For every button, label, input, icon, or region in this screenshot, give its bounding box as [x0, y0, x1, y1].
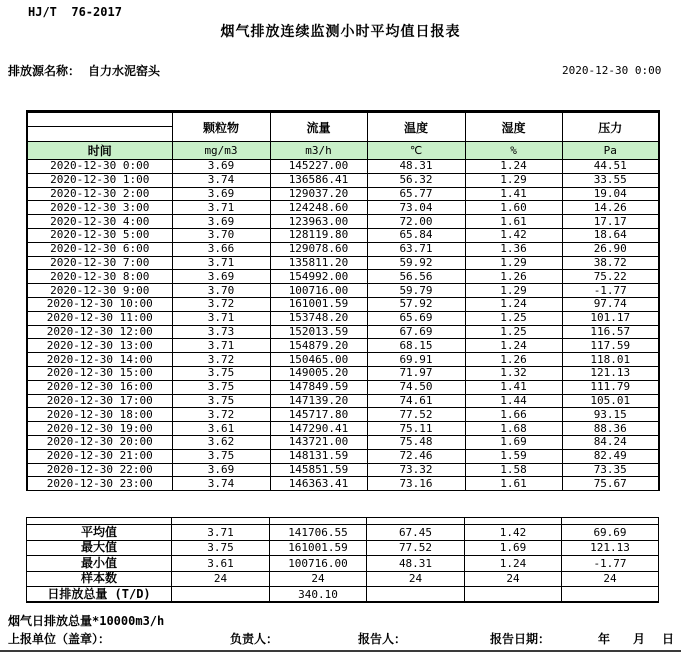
table-row — [27, 187, 659, 201]
value-cell: 57.92 — [367, 297, 465, 311]
value-cell: 154879.20 — [270, 339, 367, 353]
summary-value-cell: 24 — [465, 571, 562, 587]
summary-row — [27, 587, 659, 603]
column-unit: m3/h — [270, 142, 367, 160]
value-cell: 3.69 — [172, 270, 270, 284]
table-row — [27, 463, 659, 477]
value-cell: 3.70 — [172, 228, 270, 242]
column-header: 温度 — [367, 112, 465, 142]
value-cell: 56.32 — [367, 173, 465, 187]
value-cell: 3.72 — [172, 353, 270, 367]
value-cell: 3.71 — [172, 311, 270, 325]
value-cell: 38.72 — [562, 256, 659, 270]
value-cell: 3.75 — [172, 380, 270, 394]
value-cell: 3.70 — [172, 284, 270, 298]
summary-label: 最小值 — [27, 556, 172, 572]
time-cell: 2020-12-30 1:00 — [27, 173, 172, 187]
summary-value-cell: 141706.55 — [270, 525, 367, 541]
empty-cell — [172, 518, 270, 525]
summary-value-cell: 24 — [172, 571, 270, 587]
value-cell: 123963.00 — [270, 215, 367, 229]
emission-source-name: 自力水泥窑头 — [88, 64, 161, 78]
time-cell: 2020-12-30 3:00 — [27, 201, 172, 215]
value-cell: 1.32 — [465, 366, 562, 380]
column-unit: mg/m3 — [172, 142, 270, 160]
value-cell: 77.52 — [367, 408, 465, 422]
summary-value-cell — [172, 587, 270, 603]
value-cell: 145851.59 — [270, 463, 367, 477]
summary-row — [27, 556, 659, 572]
time-cell: 2020-12-30 8:00 — [27, 270, 172, 284]
value-cell: 75.48 — [367, 435, 465, 449]
value-cell: 72.46 — [367, 449, 465, 463]
value-cell: 100716.00 — [270, 284, 367, 298]
summary-value-cell: 48.31 — [367, 556, 465, 572]
value-cell: 3.71 — [172, 339, 270, 353]
summary-label: 最大值 — [27, 540, 172, 556]
table-row — [27, 173, 659, 187]
table-row — [27, 339, 659, 353]
value-cell: 128119.80 — [270, 228, 367, 242]
value-cell: 147290.41 — [270, 422, 367, 436]
value-cell: 1.69 — [465, 435, 562, 449]
value-cell: 3.75 — [172, 394, 270, 408]
time-cell: 2020-12-30 12:00 — [27, 325, 172, 339]
value-cell: 75.11 — [367, 422, 465, 436]
summary-label: 日排放总量 (T/D) — [27, 587, 172, 603]
summary-value-cell: 24 — [562, 571, 659, 587]
value-cell: 105.01 — [562, 394, 659, 408]
time-cell: 2020-12-30 6:00 — [27, 242, 172, 256]
value-cell: 3.62 — [172, 435, 270, 449]
value-cell: 154992.00 — [270, 270, 367, 284]
value-cell: 67.69 — [367, 325, 465, 339]
time-cell: 2020-12-30 17:00 — [27, 394, 172, 408]
value-cell: 74.50 — [367, 380, 465, 394]
value-cell: 75.67 — [562, 477, 659, 491]
value-cell: 59.79 — [367, 284, 465, 298]
value-cell: 3.74 — [172, 477, 270, 491]
value-cell: 3.73 — [172, 325, 270, 339]
table-row — [27, 422, 659, 436]
summary-value-cell: 1.42 — [465, 525, 562, 541]
value-cell: 72.00 — [367, 215, 465, 229]
summary-value-cell: 69.69 — [562, 525, 659, 541]
value-cell: 1.24 — [465, 339, 562, 353]
table-row — [27, 366, 659, 380]
value-cell: 65.84 — [367, 228, 465, 242]
value-cell: 56.56 — [367, 270, 465, 284]
empty-cell — [367, 518, 465, 525]
summary-value-cell: 77.52 — [367, 540, 465, 556]
value-cell: 161001.59 — [270, 297, 367, 311]
value-cell: 65.77 — [367, 187, 465, 201]
value-cell: 84.24 — [562, 435, 659, 449]
table-row — [27, 256, 659, 270]
summary-row — [27, 525, 659, 541]
value-cell: 3.72 — [172, 408, 270, 422]
table-row — [27, 242, 659, 256]
time-cell: 2020-12-30 11:00 — [27, 311, 172, 325]
table-row — [27, 449, 659, 463]
time-cell: 2020-12-30 22:00 — [27, 463, 172, 477]
value-cell: 116.57 — [562, 325, 659, 339]
table-row — [27, 297, 659, 311]
table-row — [27, 325, 659, 339]
summary-value-cell: 121.13 — [562, 540, 659, 556]
page-title: 烟气排放连续监测小时平均值日报表 — [220, 24, 461, 40]
value-cell: 68.15 — [367, 339, 465, 353]
value-cell: 1.24 — [465, 160, 562, 174]
value-cell: 143721.00 — [270, 435, 367, 449]
time-cell: 2020-12-30 4:00 — [27, 215, 172, 229]
signature-row — [0, 630, 681, 646]
value-cell: 135811.20 — [270, 256, 367, 270]
value-cell: 3.69 — [172, 463, 270, 477]
value-cell: 129037.20 — [270, 187, 367, 201]
value-cell: 1.36 — [465, 242, 562, 256]
time-cell: 2020-12-30 13:00 — [27, 339, 172, 353]
value-cell: 111.79 — [562, 380, 659, 394]
value-cell: 3.69 — [172, 215, 270, 229]
summary-value-cell: 24 — [367, 571, 465, 587]
value-cell: 3.74 — [172, 173, 270, 187]
value-cell: 1.44 — [465, 394, 562, 408]
summary-value-cell: 1.24 — [465, 556, 562, 572]
value-cell: 152013.59 — [270, 325, 367, 339]
value-cell: 129078.60 — [270, 242, 367, 256]
daily-total-footnote: 烟气日排放总量*10000m3/h — [8, 614, 165, 628]
value-cell: 149005.20 — [270, 366, 367, 380]
value-cell: 1.26 — [465, 353, 562, 367]
table-row — [27, 270, 659, 284]
pollutant-header-row — [27, 112, 659, 127]
summary-value-cell: 3.71 — [172, 525, 270, 541]
value-cell: 88.36 — [562, 422, 659, 436]
table-row — [27, 408, 659, 422]
time-cell: 2020-12-30 10:00 — [27, 297, 172, 311]
bottom-divider — [0, 650, 681, 652]
summary-value-cell: 3.61 — [172, 556, 270, 572]
time-cell: 2020-12-30 5:00 — [27, 228, 172, 242]
summary-row — [27, 571, 659, 587]
value-cell: 146363.41 — [270, 477, 367, 491]
empty-row — [27, 518, 659, 525]
units-header-row — [27, 142, 659, 160]
column-unit: Pa — [562, 142, 659, 160]
column-unit: ℃ — [367, 142, 465, 160]
value-cell: 18.64 — [562, 228, 659, 242]
value-cell: 1.41 — [465, 187, 562, 201]
value-cell: 147849.59 — [270, 380, 367, 394]
value-cell: 145227.00 — [270, 160, 367, 174]
value-cell: 1.25 — [465, 325, 562, 339]
value-cell: 69.91 — [367, 353, 465, 367]
time-cell: 2020-12-30 7:00 — [27, 256, 172, 270]
value-cell: 3.69 — [172, 187, 270, 201]
value-cell: 136586.41 — [270, 173, 367, 187]
time-cell: 2020-12-30 23:00 — [27, 477, 172, 491]
table-row — [27, 477, 659, 491]
time-cell: 2020-12-30 15:00 — [27, 366, 172, 380]
time-cell: 2020-12-30 14:00 — [27, 353, 172, 367]
value-cell: 19.04 — [562, 187, 659, 201]
column-header: 流量 — [270, 112, 367, 142]
value-cell: 3.69 — [172, 160, 270, 174]
time-header-split-bottom — [27, 127, 172, 142]
report-datetime: 2020-12-30 0:00 — [562, 64, 662, 77]
summary-label: 样本数 — [27, 571, 172, 587]
value-cell: 124248.60 — [270, 201, 367, 215]
reporter-label: 报告人： — [358, 632, 407, 646]
value-cell: 1.59 — [465, 449, 562, 463]
value-cell: 26.90 — [562, 242, 659, 256]
table-row — [27, 160, 659, 174]
month-label: 月 — [633, 632, 646, 646]
value-cell: 73.32 — [367, 463, 465, 477]
value-cell: 1.42 — [465, 228, 562, 242]
value-cell: 3.71 — [172, 256, 270, 270]
empty-cell — [27, 518, 172, 525]
value-cell: 3.66 — [172, 242, 270, 256]
value-cell: 59.92 — [367, 256, 465, 270]
value-cell: 48.31 — [367, 160, 465, 174]
table-row — [27, 228, 659, 242]
value-cell: 1.26 — [465, 270, 562, 284]
value-cell: 97.74 — [562, 297, 659, 311]
value-cell: 1.29 — [465, 284, 562, 298]
value-cell: 73.35 — [562, 463, 659, 477]
value-cell: 1.68 — [465, 422, 562, 436]
value-cell: 33.55 — [562, 173, 659, 187]
time-header: 时间 — [27, 142, 172, 160]
column-header: 压力 — [562, 112, 659, 142]
value-cell: 17.17 — [562, 215, 659, 229]
value-cell: 65.69 — [367, 311, 465, 325]
emission-source-label: 排放源名称： — [8, 64, 81, 78]
value-cell: 93.15 — [562, 408, 659, 422]
value-cell: 14.26 — [562, 201, 659, 215]
time-cell: 2020-12-30 21:00 — [27, 449, 172, 463]
hourly-data-table — [26, 110, 660, 491]
value-cell: 1.24 — [465, 297, 562, 311]
value-cell: 73.16 — [367, 477, 465, 491]
time-cell: 2020-12-30 16:00 — [27, 380, 172, 394]
summary-value-cell: 161001.59 — [270, 540, 367, 556]
value-cell: -1.77 — [562, 284, 659, 298]
summary-label: 平均值 — [27, 525, 172, 541]
day-label: 日 — [662, 632, 675, 646]
value-cell: 145717.80 — [270, 408, 367, 422]
table-row — [27, 435, 659, 449]
value-cell: 153748.20 — [270, 311, 367, 325]
summary-table — [26, 517, 659, 603]
time-cell: 2020-12-30 0:00 — [27, 160, 172, 174]
report-unit-label: 上报单位（盖章）： — [8, 632, 111, 646]
summary-value-cell — [367, 587, 465, 603]
column-unit: % — [465, 142, 562, 160]
value-cell: 3.61 — [172, 422, 270, 436]
summary-value-cell: 100716.00 — [270, 556, 367, 572]
value-cell: 3.72 — [172, 297, 270, 311]
year-label: 年 — [598, 632, 611, 646]
column-header: 湿度 — [465, 112, 562, 142]
value-cell: 147139.20 — [270, 394, 367, 408]
value-cell: 1.29 — [465, 173, 562, 187]
value-cell: 3.75 — [172, 449, 270, 463]
summary-value-cell: 24 — [270, 571, 367, 587]
value-cell: 1.58 — [465, 463, 562, 477]
value-cell: 121.13 — [562, 366, 659, 380]
time-header-split-top — [27, 112, 172, 127]
summary-value-cell — [465, 587, 562, 603]
summary-value-cell: 3.75 — [172, 540, 270, 556]
value-cell: 150465.00 — [270, 353, 367, 367]
column-header: 颗粒物 — [172, 112, 270, 142]
time-cell: 2020-12-30 19:00 — [27, 422, 172, 436]
value-cell: 148131.59 — [270, 449, 367, 463]
value-cell: 1.61 — [465, 477, 562, 491]
value-cell: 73.04 — [367, 201, 465, 215]
value-cell: 101.17 — [562, 311, 659, 325]
time-cell: 2020-12-30 9:00 — [27, 284, 172, 298]
value-cell: 1.25 — [465, 311, 562, 325]
summary-value-cell: 67.45 — [367, 525, 465, 541]
summary-row — [27, 540, 659, 556]
table-row — [27, 380, 659, 394]
doc-standard-code: HJ/T 76-2017 — [28, 5, 122, 19]
value-cell: 63.71 — [367, 242, 465, 256]
summary-value-cell: -1.77 — [562, 556, 659, 572]
value-cell: 1.29 — [465, 256, 562, 270]
value-cell: 75.22 — [562, 270, 659, 284]
table-row — [27, 353, 659, 367]
time-cell: 2020-12-30 20:00 — [27, 435, 172, 449]
manager-label: 负责人： — [230, 632, 279, 646]
value-cell: 1.60 — [465, 201, 562, 215]
value-cell: 1.61 — [465, 215, 562, 229]
summary-value-cell — [562, 587, 659, 603]
empty-cell — [465, 518, 562, 525]
value-cell: 82.49 — [562, 449, 659, 463]
summary-value-cell: 1.69 — [465, 540, 562, 556]
value-cell: 3.71 — [172, 201, 270, 215]
time-cell: 2020-12-30 18:00 — [27, 408, 172, 422]
value-cell: 117.59 — [562, 339, 659, 353]
value-cell: 1.41 — [465, 380, 562, 394]
summary-value-cell: 340.10 — [270, 587, 367, 603]
report-date-label: 报告日期： — [490, 632, 551, 646]
table-row — [27, 201, 659, 215]
time-cell: 2020-12-30 2:00 — [27, 187, 172, 201]
value-cell: 74.61 — [367, 394, 465, 408]
table-row — [27, 311, 659, 325]
table-row — [27, 215, 659, 229]
table-row — [27, 284, 659, 298]
empty-cell — [562, 518, 659, 525]
value-cell: 3.75 — [172, 366, 270, 380]
emission-source-row — [8, 62, 160, 79]
value-cell: 71.97 — [367, 366, 465, 380]
value-cell: 118.01 — [562, 353, 659, 367]
value-cell: 44.51 — [562, 160, 659, 174]
empty-cell — [270, 518, 367, 525]
table-row — [27, 394, 659, 408]
value-cell: 1.66 — [465, 408, 562, 422]
